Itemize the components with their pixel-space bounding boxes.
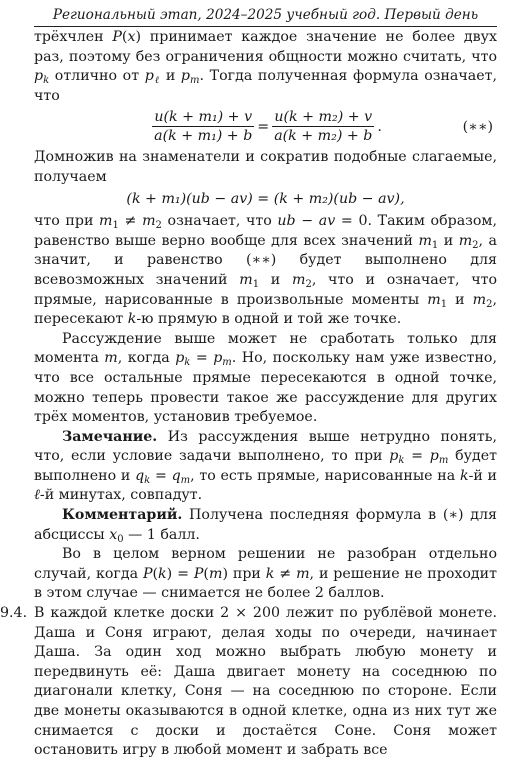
paragraph-3: что при $m_1 \ne m_2$ означает, что ub − av = 0. Таким образом, равенство выше верно вообще для всех значений $m_1$ и $m_2$, а значит, и равенство (∗∗) будет выполнено для всевозможных значений $m_1$ и $m_2$, что и означает, что прямые, нарисованные в произвольные моменты $m_1$ и $m_2$, пересекают k-ю прямую в одной и той же точке. [34, 213, 497, 328]
fraction-rhs-numerator: u(k + m₂) + v [274, 109, 373, 126]
fraction-lhs [152, 108, 254, 146]
equation-tag: (∗∗) [462, 119, 493, 136]
fraction-lhs-numerator: u(k + m₁) + v [154, 109, 253, 126]
equation-star-star [34, 106, 497, 148]
page-header: Региональный этап, 2024–2025 учебный год. Первый день [34, 4, 497, 27]
comment-label: Комментарий. [62, 507, 183, 524]
equals-sign: = [257, 118, 270, 135]
paragraph-2: Домножив на знаменатели и сократив подобные слагаемые, получаем [34, 149, 497, 185]
document-body [0, 28, 497, 761]
problem-number: 9.4. [0, 605, 28, 622]
fraction-rhs-denominator: a(k + m₂) + b [274, 128, 373, 145]
fraction-rhs [272, 108, 374, 146]
problem-9-4 [0, 604, 497, 761]
remark-paragraph: Замечание. Из рассуждения выше нетрудно понять, что, если условие задачи выполнено, то при $p_k = p_m$ будет выполнено и $q_k = q_m$, то есть прямые, нарисованные на k-й и ℓ-й минутах, совпадут. [34, 428, 497, 504]
remark-label: Замечание. [62, 428, 158, 445]
problem-text: В каждой клетке доски 2 × 200 лежит по рублёвой монете. Даша и Соня играют, делая ходы по очереди, начинает Даша. За один ход можно выбрать любую монету и передвинуть её: Даша двигает монету на соседнюю по диагонали клетку, Соня — на соседнюю по стороне. Если две монеты оказываются в одной клетке, одна из них тут же снимается с доски и достаётся Соне. Соня может остановить игру в любой момент и забрать все [34, 605, 497, 759]
equation-period: . [377, 118, 382, 135]
fraction-lhs-denominator: a(k + m₁) + b [154, 128, 253, 145]
comment-paragraph: Комментарий. Получена последняя формула в (∗) для абсциссы $x_0$ — 1 балл. [34, 507, 497, 545]
equation-display-2: (k + m₁)(ub − av) = (k + m₂)(ub − av), [126, 190, 405, 207]
paragraph-1: трёхчлен P(x) принимает каждое значение не более двух раз, поэтому без ограничения общности можно считать, что $p_k$ отлично от $p_\ell$ и $p_m$. Тогда полученная формула означает, что [34, 29, 497, 104]
paragraph-7: Во в целом верном решении не разобран отдельно случай, когда P(k) = P(m) при k ≠ m, и решение не проходит в этом случае — снимается не более 2 баллов. [34, 546, 497, 602]
paragraph-4: Рассуждение выше может не сработать только для момента m, когда $p_k = p_m$. Но, поскольку нам уже известно, что все остальные прямые пересекаются в одной точке, можно теперь провести такое же рассуждение для других трёх моментов, установив требуемое. [34, 330, 497, 426]
